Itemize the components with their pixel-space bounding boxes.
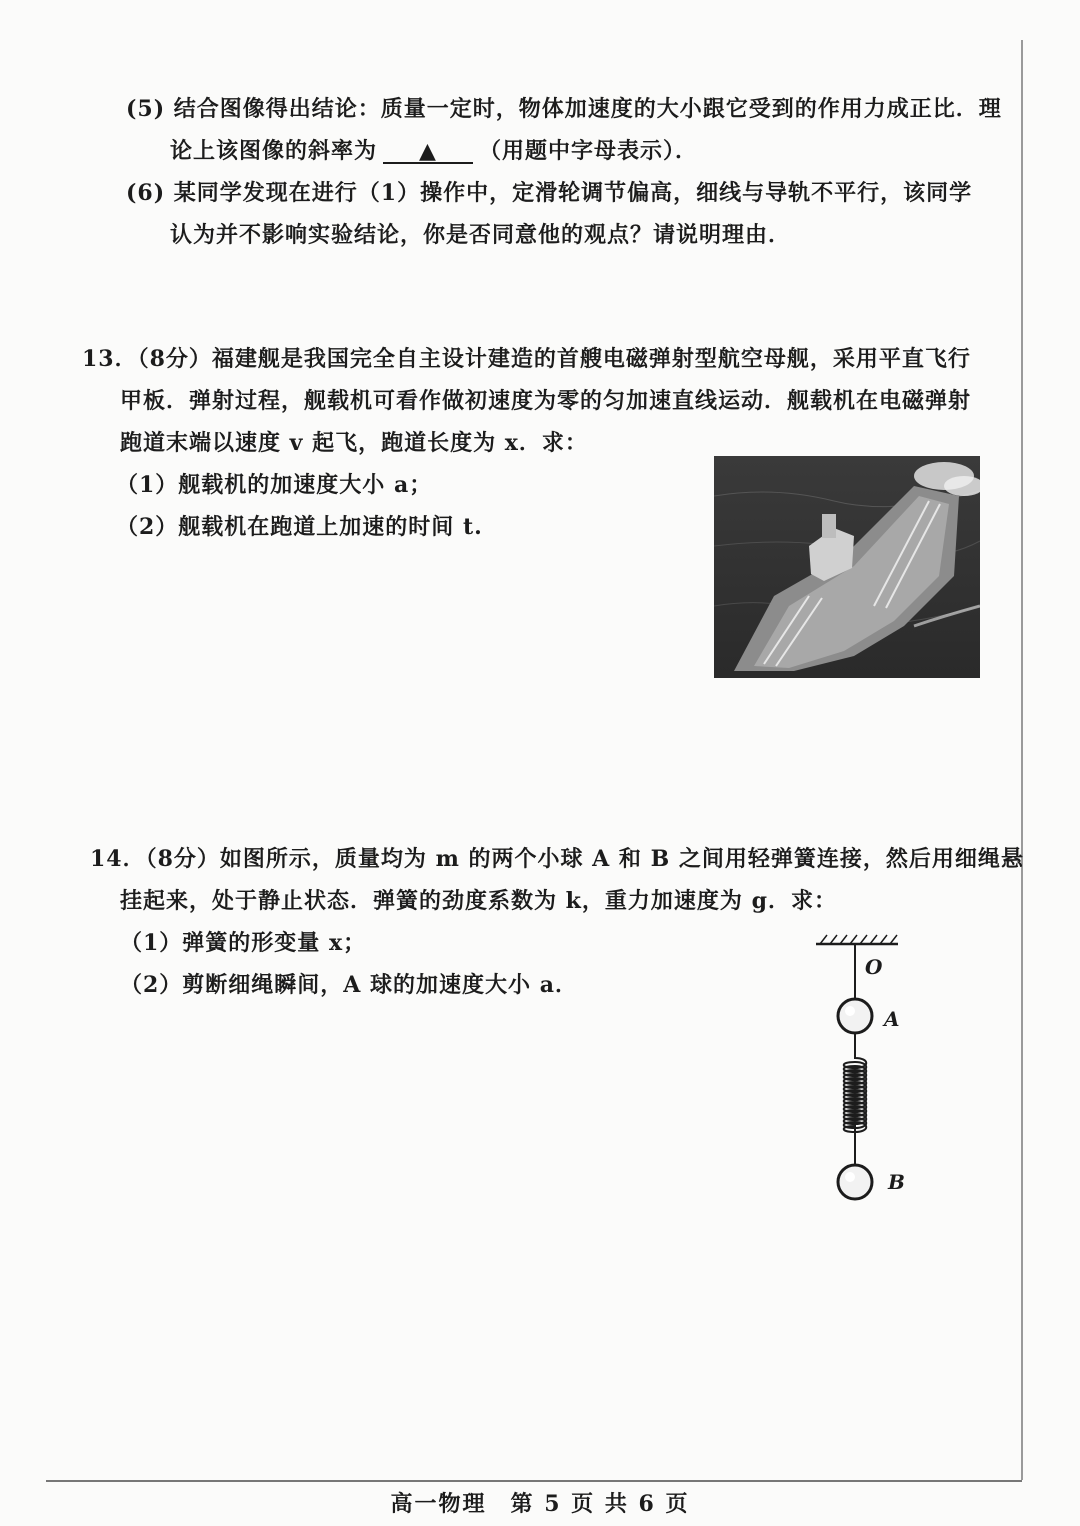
q14-line1: 14．（8分）如图所示，质量均为 m 的两个小球 A 和 B 之间用轻弹簧连接，然后用细绳悬 <box>90 846 1024 872</box>
q12-part5-hint: （用题中字母表示）． <box>479 138 699 164</box>
answer-blank: ▲ <box>383 140 473 164</box>
q14-sub1: （1）弹簧的形变量 x； <box>120 930 367 956</box>
q14-line2: 挂起来，处于静止状态．弹簧的劲度系数为 k，重力加速度为 g．求： <box>120 888 837 914</box>
page-footer: 高一物理 第 5 页 共 6 页 <box>390 1491 690 1517</box>
q12-part5-text: 论上该图像的斜率为 <box>170 138 378 164</box>
q12-part6-line2: 认为并不影响实验结论，你是否同意他的观点？请说明理由． <box>170 222 792 248</box>
spring-balls-diagram <box>810 932 920 1212</box>
q13-sub1: （1）舰载机的加速度大小 a； <box>116 472 433 498</box>
aircraft-carrier-photo <box>714 456 980 678</box>
q12-part6-line1: (6) 某同学发现在进行（1）操作中，定滑轮调节偏高，细线与导轨不平行，该同学 <box>126 180 973 206</box>
q12-part5-line1: (5) 结合图像得出结论：质量一定时，物体加速度的大小跟它受到的作用力成正比．理 <box>126 96 1002 122</box>
point-o-label: O <box>865 955 883 979</box>
q12-part5-line2 <box>170 134 698 165</box>
ball-b-label: B <box>888 1170 905 1194</box>
q13-line2: 甲板．弹射过程，舰载机可看作做初速度为零的匀加速直线运动．舰载机在电磁弹射 <box>120 388 972 414</box>
q14-sub2: （2）剪断细绳瞬间，A 球的加速度大小 a． <box>120 972 578 998</box>
ball-a <box>838 999 872 1033</box>
q13-sub2: （2）舰载机在跑道上加速的时间 t. <box>116 514 483 540</box>
ceiling-support <box>816 935 898 944</box>
q13-line1: 13．（8分）福建舰是我国完全自主设计建造的首艘电磁弹射型航空母舰，采用平直飞行 <box>82 346 971 372</box>
ball-a-label: A <box>884 1007 900 1031</box>
bottom-margin-rule <box>46 1480 1022 1482</box>
right-margin-rule <box>1021 40 1023 1480</box>
spring <box>844 1033 867 1164</box>
ball-b <box>838 1165 872 1199</box>
q13-line3: 跑道末端以速度 v 起飞，跑道长度为 x．求： <box>120 430 588 456</box>
